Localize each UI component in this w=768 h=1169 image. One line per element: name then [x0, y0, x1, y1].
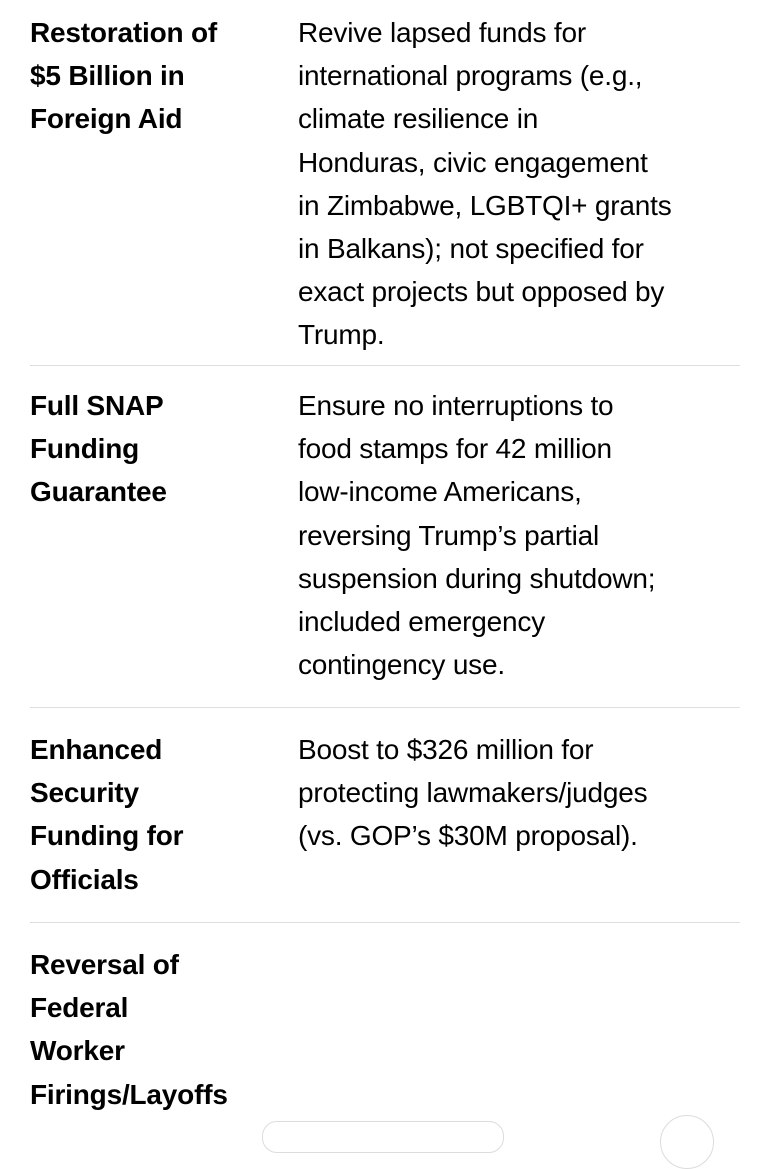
bottom-toolbar-pill[interactable]	[262, 1121, 504, 1153]
table-row	[30, 707, 740, 922]
bottom-round-button[interactable]	[660, 1115, 714, 1169]
row-title: Enhanced Security Funding for Officials	[30, 734, 184, 895]
row-title: Restoration of $5 Billion in Foreign Aid	[30, 17, 217, 135]
row-description: Revive lapsed funds for international programs (e.g., climate resilience in Honduras, civic engagement in Zimbabwe, LGBTQI+ grants in Balkans); not specified for exact projects but opposed by Trump.	[298, 17, 672, 351]
table-row	[30, 365, 740, 707]
row-description: Boost to $326 million for protecting lawmakers/judges (vs. GOP’s $30M proposal).	[298, 734, 648, 852]
table-row	[30, 922, 740, 1123]
table-row	[30, 0, 740, 365]
row-description: Ensure no interruptions to food stamps for 42 million low-income Americans, reversing Trump’s partial suspension during shutdown; included emergency contingency use.	[298, 390, 656, 681]
row-title: Reversal of Federal Worker Firings/Layoffs	[30, 949, 228, 1110]
row-title: Full SNAP Funding Guarantee	[30, 390, 167, 508]
